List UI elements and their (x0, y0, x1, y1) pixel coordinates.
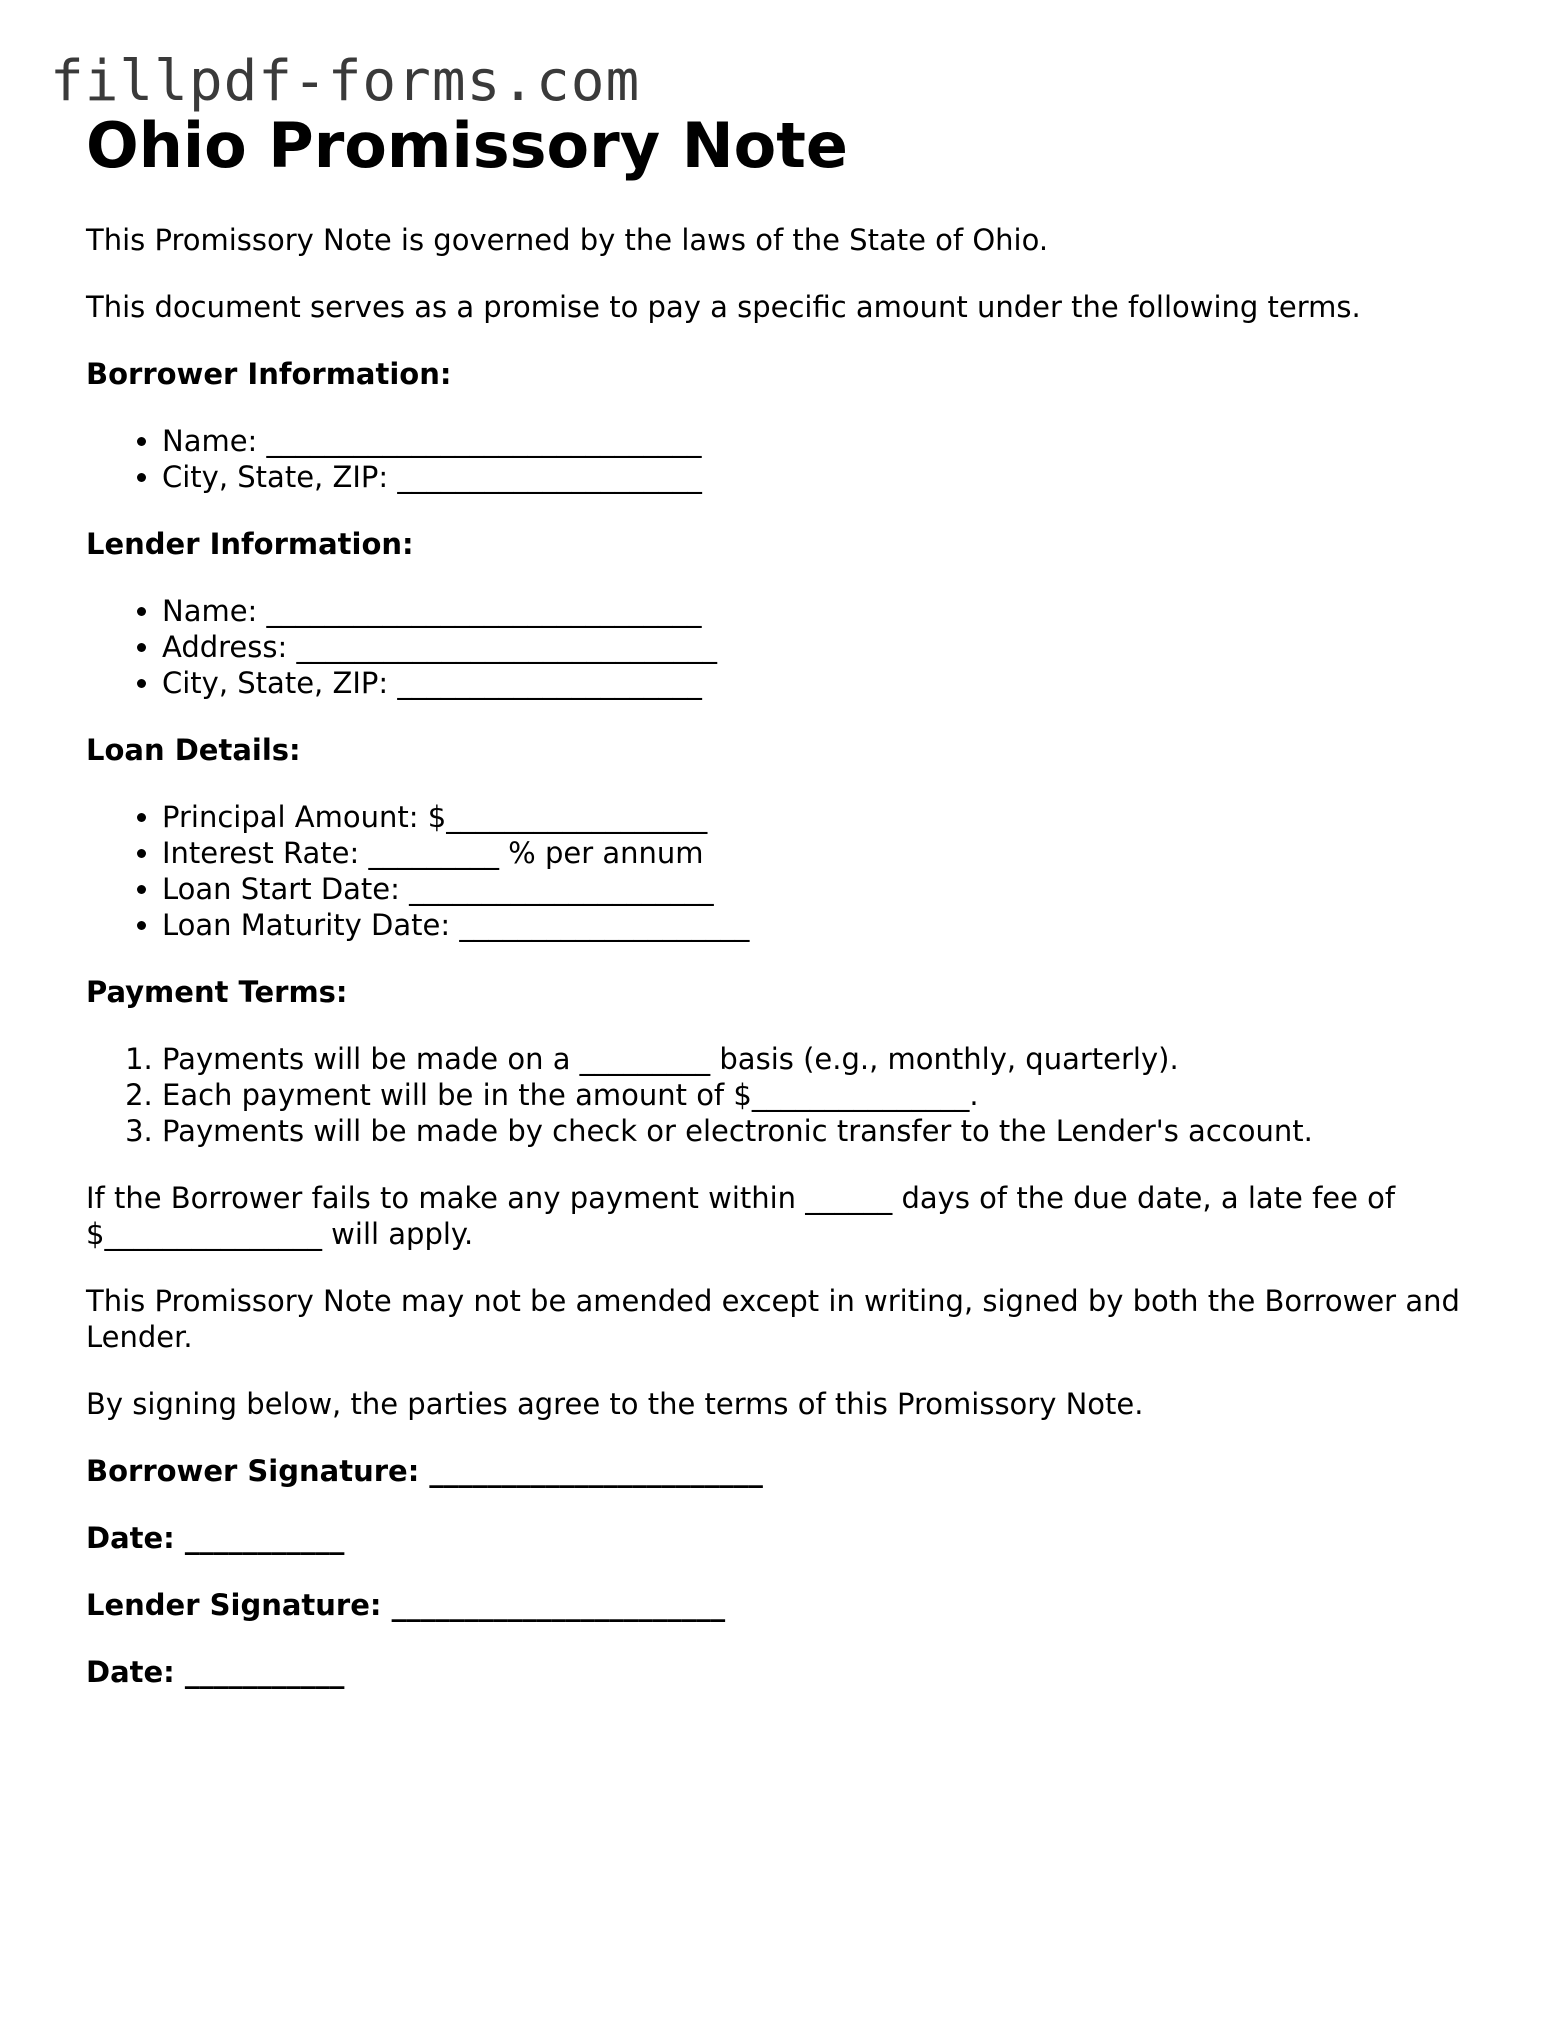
lender-city-field: • City, State, ZIP: _____________________ (162, 665, 1486, 701)
lender-heading: Lender Information: (86, 527, 414, 561)
payment-list (86, 1041, 1486, 1149)
principal-amount-field: • Principal Amount: $__________________ (162, 799, 1486, 835)
lender-date-line: Date: ___________ (86, 1655, 345, 1689)
lender-name-field: • Name: ______________________________ (162, 593, 1486, 629)
late-fee-clause: If the Borrower fails to make any payment within ______ days of the due date, a late fee of $_______________ will apply. (86, 1181, 1396, 1251)
loan-maturity-date-field: • Loan Maturity Date: ____________________ (162, 907, 1486, 943)
loan-heading: Loan Details: (86, 733, 301, 767)
borrower-city-field: • City, State, ZIP: _____________________ (162, 459, 1486, 495)
borrower-name-field: • Name: ______________________________ (162, 423, 1486, 459)
document-body (86, 106, 1486, 1690)
agreement-clause: By signing below, the parties agree to the terms of this Promissory Note. (86, 1387, 1144, 1421)
payment-frequency-field: 1. Payments will be made on a _________ basis (e.g., monthly, quarterly). (162, 1041, 1486, 1077)
lender-signature-line: Lender Signature: _______________________ (86, 1588, 726, 1622)
intro-purpose: This document serves as a promise to pay a specific amount under the following terms. (86, 290, 1361, 324)
page-title: Ohio Promissory Note (86, 109, 848, 182)
loan-start-date-field: • Loan Start Date: _____________________ (162, 871, 1486, 907)
loan-list (86, 799, 1486, 943)
borrower-list (86, 423, 1486, 495)
watermark: fillpdf-forms.com (50, 49, 641, 114)
payment-amount-field: 2. Each payment will be in the amount of $_______________. (162, 1077, 1486, 1113)
borrower-heading: Borrower Information: (86, 357, 452, 391)
borrower-date-line: Date: ___________ (86, 1521, 345, 1555)
lender-list (86, 593, 1486, 701)
lender-address-field: • Address: _____________________________ (162, 629, 1486, 665)
payment-heading: Payment Terms: (86, 975, 348, 1009)
intro-governing-law: This Promissory Note is governed by the laws of the State of Ohio. (86, 223, 1049, 257)
amendment-clause: This Promissory Note may not be amended except in writing, signed by both the Borrower and Lender. (86, 1284, 1460, 1354)
borrower-signature-line: Borrower Signature: _______________________ (86, 1454, 763, 1488)
payment-method-item: 3. Payments will be made by check or electronic transfer to the Lender's account. (162, 1113, 1486, 1149)
interest-rate-field: • Interest Rate: _________ % per annum (162, 835, 1486, 871)
